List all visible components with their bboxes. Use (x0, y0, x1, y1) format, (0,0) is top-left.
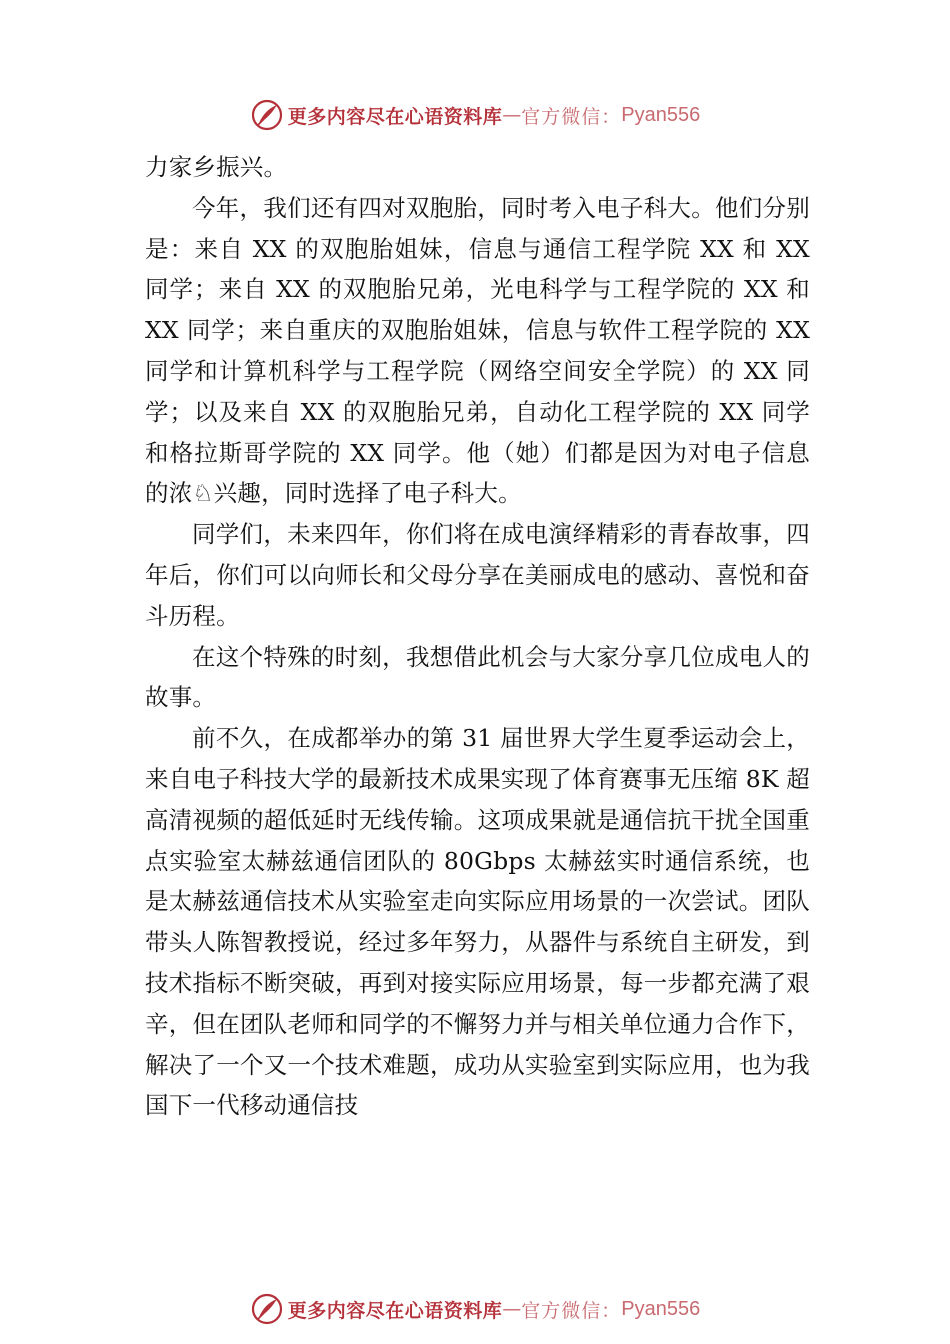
banner-wechat-label: 官方微信： (521, 1299, 622, 1322)
banner-wechat-id: Pyan556 (621, 1297, 701, 1320)
header-banner (0, 95, 950, 135)
paragraph-1: 力家乡振兴。 (145, 153, 288, 181)
footer-banner (0, 1289, 950, 1329)
banner-wechat-id: Pyan556 (621, 103, 701, 126)
banner-main-text: 更多内容尽在心语资料库 (287, 1299, 503, 1322)
document-body (145, 147, 810, 1126)
quill-logo-icon (250, 1292, 284, 1326)
banner-main-text: 更多内容尽在心语资料库 (287, 105, 503, 128)
banner-wechat-label: 官方微信： (521, 105, 622, 128)
paragraph-4: 在这个特殊的时刻，我想借此机会与大家分享几位成电人的故事。 (145, 642, 810, 712)
paragraph-5: 前不久，在成都举办的第 31 届世界大学生夏季运动会上，来自电子科技大学的最新技术成果实现了体育赛事无压缩 8K 超高清视频的超低延时无线传输。这项成果就是通信抗干扰全国重点实验室太赫兹通信团队的 80Gbps 太赫兹实时通信系统，也是太赫兹通信技术从实验室走向实际应用场景的一次尝试。团队带头人陈智教授说，经过多年努力，从器件与系统自主研发，到技术指标不断突破，再到对接实际应用场景，每一步都充满了艰辛，但在团队老师和同学的不懈努力并与相关单位通力合作下，解决了一个又一个技术难题，成功从实验室到实际应用，也为我国下一代移动通信技 (145, 724, 810, 1120)
paragraph-3: 同学们，未来四年，你们将在成电演绎精彩的青春故事，四年后，你们可以向师长和父母分享在美丽成电的感动、喜悦和奋斗历程。 (145, 520, 810, 630)
quill-logo-icon (250, 98, 284, 132)
paragraph-2: 今年，我们还有四对双胞胎，同时考入电子科大。他们分别是：来自 XX 的双胞胎姐妹，信息与通信工程学院 XX 和 XX 同学；来自 XX 的双胞胎兄弟，光电科学与工程学院的 XX 和 XX 同学；来自重庆的双胞胎姐妹，信息与软件工程学院的 XX 同学和计算机科学与工程学院（网络空间安全学院）的 XX 同学；以及来自 XX 的双胞胎兄弟，自动化工程学院的 XX 同学和格拉斯哥学院的 XX 同学。他（她）们都是因为对电子信息的浓♘兴趣，同时选择了电子科大。 (145, 193, 810, 508)
banner-separator: — (502, 1298, 522, 1320)
banner-separator: — (502, 104, 522, 126)
